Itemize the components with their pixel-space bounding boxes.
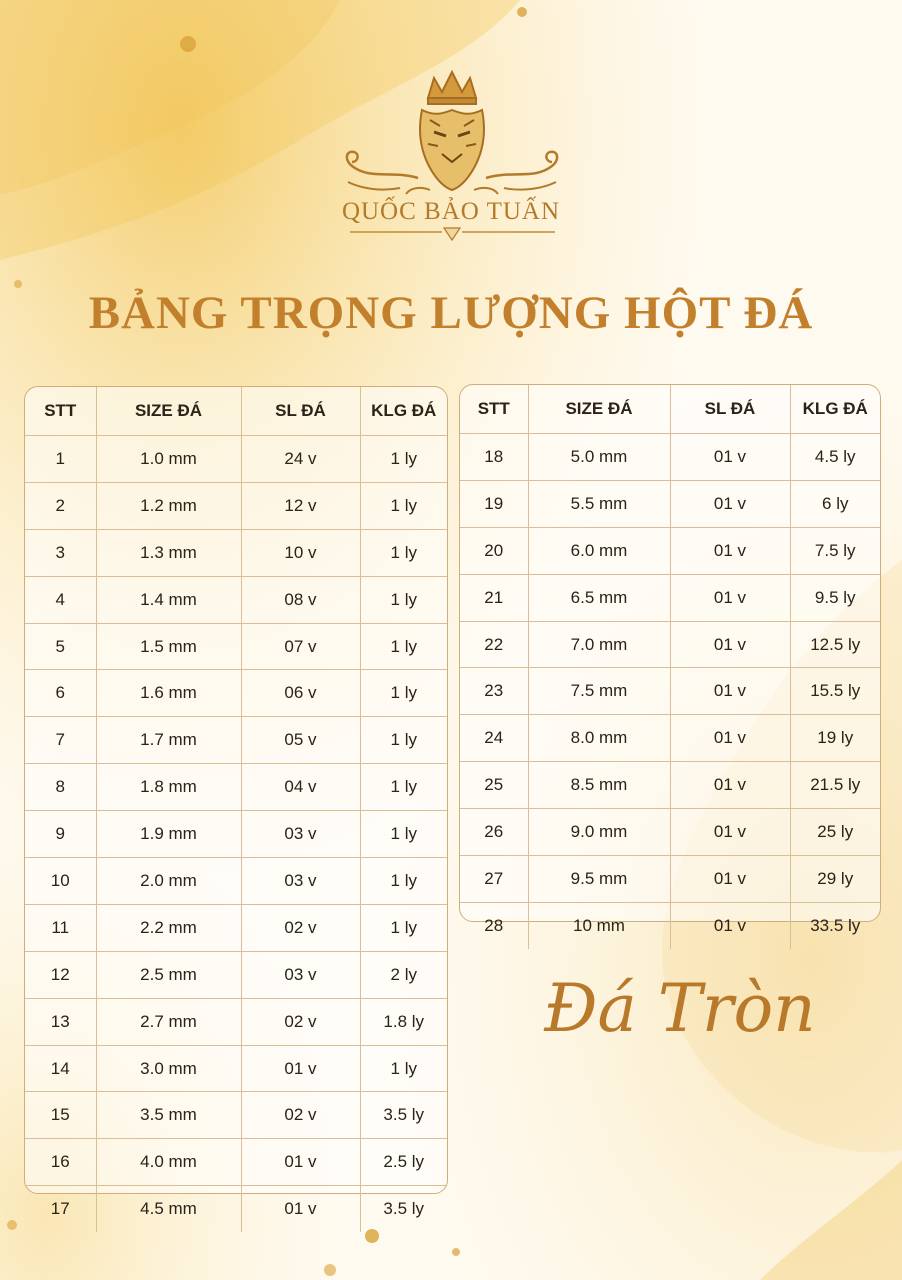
cell-quantity: 02 v (241, 904, 360, 951)
table-row (25, 623, 447, 670)
table-row (460, 668, 880, 715)
cell-size: 3.0 mm (96, 1045, 241, 1092)
cell-quantity: 02 v (241, 998, 360, 1045)
table-row (25, 529, 447, 576)
cell-size: 1.0 mm (96, 436, 241, 483)
cell-weight: 2 ly (360, 951, 447, 998)
cell-size: 9.5 mm (528, 856, 670, 903)
stone-weight-table-left (24, 386, 448, 1219)
cell-quantity: 03 v (241, 858, 360, 905)
cell-quantity: 10 v (241, 529, 360, 576)
stone-weight-table-right (459, 384, 881, 935)
cell-size: 2.2 mm (96, 904, 241, 951)
cell-stt: 23 (460, 668, 528, 715)
cell-quantity: 01 v (670, 434, 790, 481)
cell-stt: 14 (25, 1045, 96, 1092)
cell-weight: 4.5 ly (790, 434, 880, 481)
cell-quantity: 24 v (241, 436, 360, 483)
cell-size: 1.8 mm (96, 764, 241, 811)
cell-quantity: 01 v (670, 715, 790, 762)
table-header-row (25, 387, 447, 436)
cell-weight: 25 ly (790, 809, 880, 856)
table-row (25, 1139, 447, 1186)
cell-weight: 1 ly (360, 482, 447, 529)
table-row (460, 715, 880, 762)
cell-weight: 3.5 ly (360, 1092, 447, 1139)
cell-stt: 16 (25, 1139, 96, 1186)
cell-weight: 3.5 ly (360, 1186, 447, 1232)
cell-stt: 9 (25, 811, 96, 858)
cell-size: 1.9 mm (96, 811, 241, 858)
table-row (25, 1092, 447, 1139)
cell-weight: 1 ly (360, 623, 447, 670)
table-row (25, 1186, 447, 1232)
cell-quantity: 08 v (241, 576, 360, 623)
cell-size: 2.7 mm (96, 998, 241, 1045)
cell-size: 10 mm (528, 902, 670, 948)
cell-weight: 1 ly (360, 670, 447, 717)
header-weight: KLG ĐÁ (360, 387, 447, 436)
cell-weight: 2.5 ly (360, 1139, 447, 1186)
table-row (25, 904, 447, 951)
cell-weight: 29 ly (790, 856, 880, 903)
table-header-row (460, 385, 880, 434)
table-row (25, 764, 447, 811)
table-row (25, 858, 447, 905)
cell-size: 9.0 mm (528, 809, 670, 856)
cell-weight: 6 ly (790, 480, 880, 527)
cell-quantity: 03 v (241, 951, 360, 998)
table-row (460, 574, 880, 621)
cell-size: 1.4 mm (96, 576, 241, 623)
cell-stt: 12 (25, 951, 96, 998)
cell-weight: 1 ly (360, 717, 447, 764)
page-title: BẢNG TRỌNG LƯỢNG HỘT ĐÁ (88, 287, 814, 339)
table-row (460, 480, 880, 527)
cell-stt: 15 (25, 1092, 96, 1139)
cell-size: 7.5 mm (528, 668, 670, 715)
cell-quantity: 01 v (241, 1139, 360, 1186)
cell-stt: 1 (25, 436, 96, 483)
header-quantity: SL ĐÁ (241, 387, 360, 436)
cell-stt: 10 (25, 858, 96, 905)
table-row (25, 811, 447, 858)
table-row (460, 809, 880, 856)
cell-size: 1.2 mm (96, 482, 241, 529)
header-quantity: SL ĐÁ (670, 385, 790, 434)
cell-size: 2.5 mm (96, 951, 241, 998)
cell-size: 1.7 mm (96, 717, 241, 764)
brand-name: QUỐC BẢO TUẤN (341, 198, 561, 225)
cell-weight: 21.5 ly (790, 762, 880, 809)
table-row (460, 434, 880, 481)
cell-stt: 22 (460, 621, 528, 668)
header-stt: STT (460, 385, 528, 434)
cell-quantity: 01 v (670, 668, 790, 715)
cell-weight: 19 ly (790, 715, 880, 762)
cell-weight: 9.5 ly (790, 574, 880, 621)
cell-stt: 4 (25, 576, 96, 623)
header-weight: KLG ĐÁ (790, 385, 880, 434)
cell-weight: 15.5 ly (790, 668, 880, 715)
cell-stt: 21 (460, 574, 528, 621)
cell-weight: 12.5 ly (790, 621, 880, 668)
cell-quantity: 06 v (241, 670, 360, 717)
cell-quantity: 01 v (670, 856, 790, 903)
cell-size: 5.5 mm (528, 480, 670, 527)
cell-stt: 25 (460, 762, 528, 809)
cell-size: 2.0 mm (96, 858, 241, 905)
table-row (25, 998, 447, 1045)
cell-weight: 1 ly (360, 811, 447, 858)
table-row (460, 527, 880, 574)
cell-weight: 33.5 ly (790, 902, 880, 948)
cell-stt: 20 (460, 527, 528, 574)
cell-size: 6.5 mm (528, 574, 670, 621)
table-row (25, 951, 447, 998)
cell-weight: 1 ly (360, 529, 447, 576)
cell-weight: 1.8 ly (360, 998, 447, 1045)
cell-quantity: 03 v (241, 811, 360, 858)
cell-stt: 26 (460, 809, 528, 856)
cell-stt: 11 (25, 904, 96, 951)
cell-stt: 18 (460, 434, 528, 481)
cell-size: 4.5 mm (96, 1186, 241, 1232)
cell-stt: 27 (460, 856, 528, 903)
cell-quantity: 01 v (670, 574, 790, 621)
cell-quantity: 01 v (241, 1186, 360, 1232)
table-row (25, 482, 447, 529)
cell-weight: 1 ly (360, 576, 447, 623)
cell-weight: 1 ly (360, 764, 447, 811)
cell-quantity: 01 v (670, 480, 790, 527)
table-row (460, 856, 880, 903)
cell-quantity: 01 v (241, 1045, 360, 1092)
cell-quantity: 01 v (670, 621, 790, 668)
cell-quantity: 04 v (241, 764, 360, 811)
cell-weight: 1 ly (360, 1045, 447, 1092)
cell-stt: 7 (25, 717, 96, 764)
cell-size: 3.5 mm (96, 1092, 241, 1139)
cell-size: 6.0 mm (528, 527, 670, 574)
header-size: SIZE ĐÁ (528, 385, 670, 434)
cell-size: 7.0 mm (528, 621, 670, 668)
cell-quantity: 01 v (670, 902, 790, 948)
cell-stt: 24 (460, 715, 528, 762)
table-row (25, 1045, 447, 1092)
cell-stt: 5 (25, 623, 96, 670)
table-row (460, 902, 880, 948)
cell-size: 5.0 mm (528, 434, 670, 481)
cell-weight: 7.5 ly (790, 527, 880, 574)
cell-stt: 6 (25, 670, 96, 717)
header-size: SIZE ĐÁ (96, 387, 241, 436)
cell-stt: 19 (460, 480, 528, 527)
cell-size: 4.0 mm (96, 1139, 241, 1186)
table-row (25, 670, 447, 717)
table-row (460, 621, 880, 668)
cell-stt: 3 (25, 529, 96, 576)
cell-quantity: 12 v (241, 482, 360, 529)
cell-stt: 2 (25, 482, 96, 529)
cell-size: 8.0 mm (528, 715, 670, 762)
cell-quantity: 01 v (670, 809, 790, 856)
cell-size: 1.3 mm (96, 529, 241, 576)
cell-weight: 1 ly (360, 904, 447, 951)
cell-quantity: 01 v (670, 762, 790, 809)
cell-size: 8.5 mm (528, 762, 670, 809)
cell-quantity: 05 v (241, 717, 360, 764)
cell-quantity: 01 v (670, 527, 790, 574)
cell-weight: 1 ly (360, 858, 447, 905)
table-row (25, 436, 447, 483)
table-body-left (25, 436, 447, 1233)
cell-quantity: 07 v (241, 623, 360, 670)
cell-stt: 13 (25, 998, 96, 1045)
cell-stt: 8 (25, 764, 96, 811)
cell-size: 1.5 mm (96, 623, 241, 670)
cell-quantity: 02 v (241, 1092, 360, 1139)
table-row (25, 576, 447, 623)
header-stt: STT (25, 387, 96, 436)
diamond-icon (444, 228, 460, 240)
cell-size: 1.6 mm (96, 670, 241, 717)
cell-weight: 1 ly (360, 436, 447, 483)
cell-stt: 17 (25, 1186, 96, 1232)
table-row (25, 717, 447, 764)
cell-stt: 28 (460, 902, 528, 948)
table-row (460, 762, 880, 809)
table-body-right (460, 434, 880, 949)
round-stone-label: Đá Tròn (544, 970, 816, 1047)
